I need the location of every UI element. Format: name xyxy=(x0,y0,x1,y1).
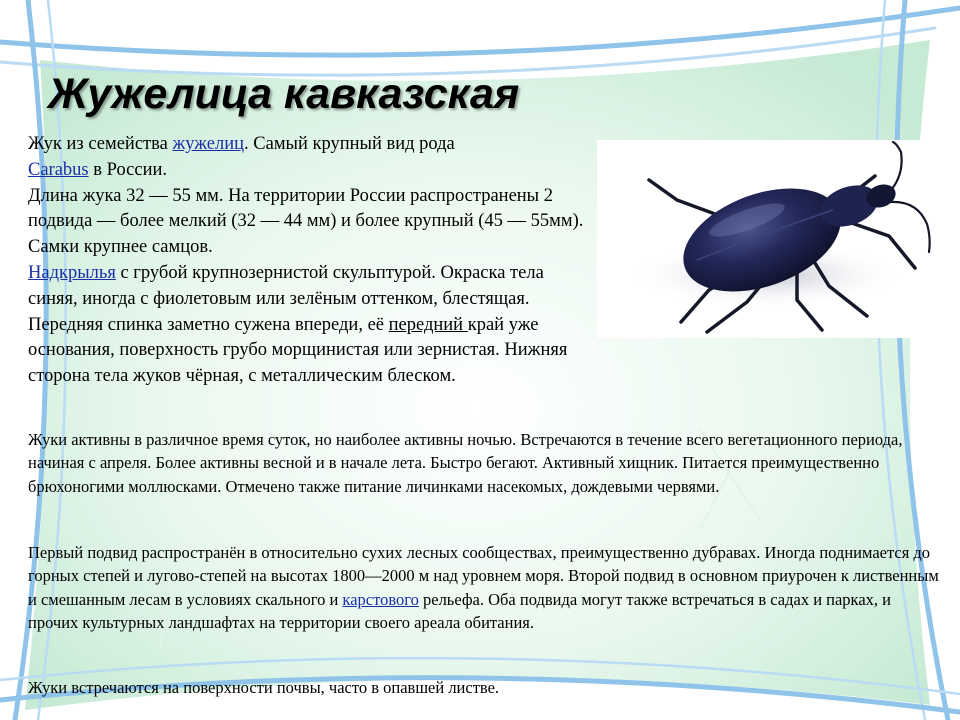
activity-paragraph: Жуки активны в различное время суток, но наиболее активны ночью. Встречаются в течение всего вегетационного периода, начиная с апреля. Более активны весной и в начале лета. Быстро бегают. Активный хищник. Питается преимущественно брюхоногими моллюсками. Отмечено также питание личинками насекомых, дождевыми червями. xyxy=(28,430,903,496)
intro-paragraph xyxy=(28,132,588,390)
family-link[interactable]: жужелиц xyxy=(172,134,245,154)
underlined-text: передний xyxy=(388,314,468,335)
elytra-link[interactable]: Надкрылья xyxy=(28,262,116,283)
text-run: Первый подвид распространён в относительно сухих лесных сообществах, преимущественно дубравах. Иногда поднимается до горных степей и лугово-степей на высотах 1800—2000 м над уровнем моря. Второй подвид в основном приурочен к лиственным и смешанным лесам в условиях скального и xyxy=(28,543,939,609)
text-run: в России. xyxy=(88,159,167,180)
habitat-paragraph: Жуки встречаются на поверхности почвы, часто в опавшей листве. xyxy=(28,678,500,697)
text-run: край уже основания, поверхность грубо морщинистая или зернистая. Нижняя сторона тела жуков чёрная, с металлическим блеском. xyxy=(28,314,568,387)
text-run: Длина жука 32 — 55 мм. На территории России распространены 2 подвида — более мелкий (32 — 44 мм) и более крупный (45 — 55мм). Самки крупнее самцов. xyxy=(28,185,584,258)
karst-link[interactable]: карстового xyxy=(342,589,419,609)
text-run: . Самый крупный вид рода xyxy=(244,134,455,154)
text-run: рельефа. Оба подвида могут также встречаться в садах и парках, и прочих культурных ландшафтах на территории своего ареала обитания. xyxy=(28,589,891,633)
genus-link[interactable]: Carabus xyxy=(28,159,89,180)
page-title: Жужелица кавказская xyxy=(48,70,520,118)
text-run: с грубой крупнозернистой скульптурой. Окраска тела синяя, иногда с фиолетовым или зелёным оттенком, блестящая. Передняя спинка заметно сужена впереди, её xyxy=(28,262,544,335)
distribution-paragraph xyxy=(28,541,940,635)
text-run: Жук из семейства xyxy=(28,134,173,154)
beetle-photo xyxy=(597,140,959,338)
